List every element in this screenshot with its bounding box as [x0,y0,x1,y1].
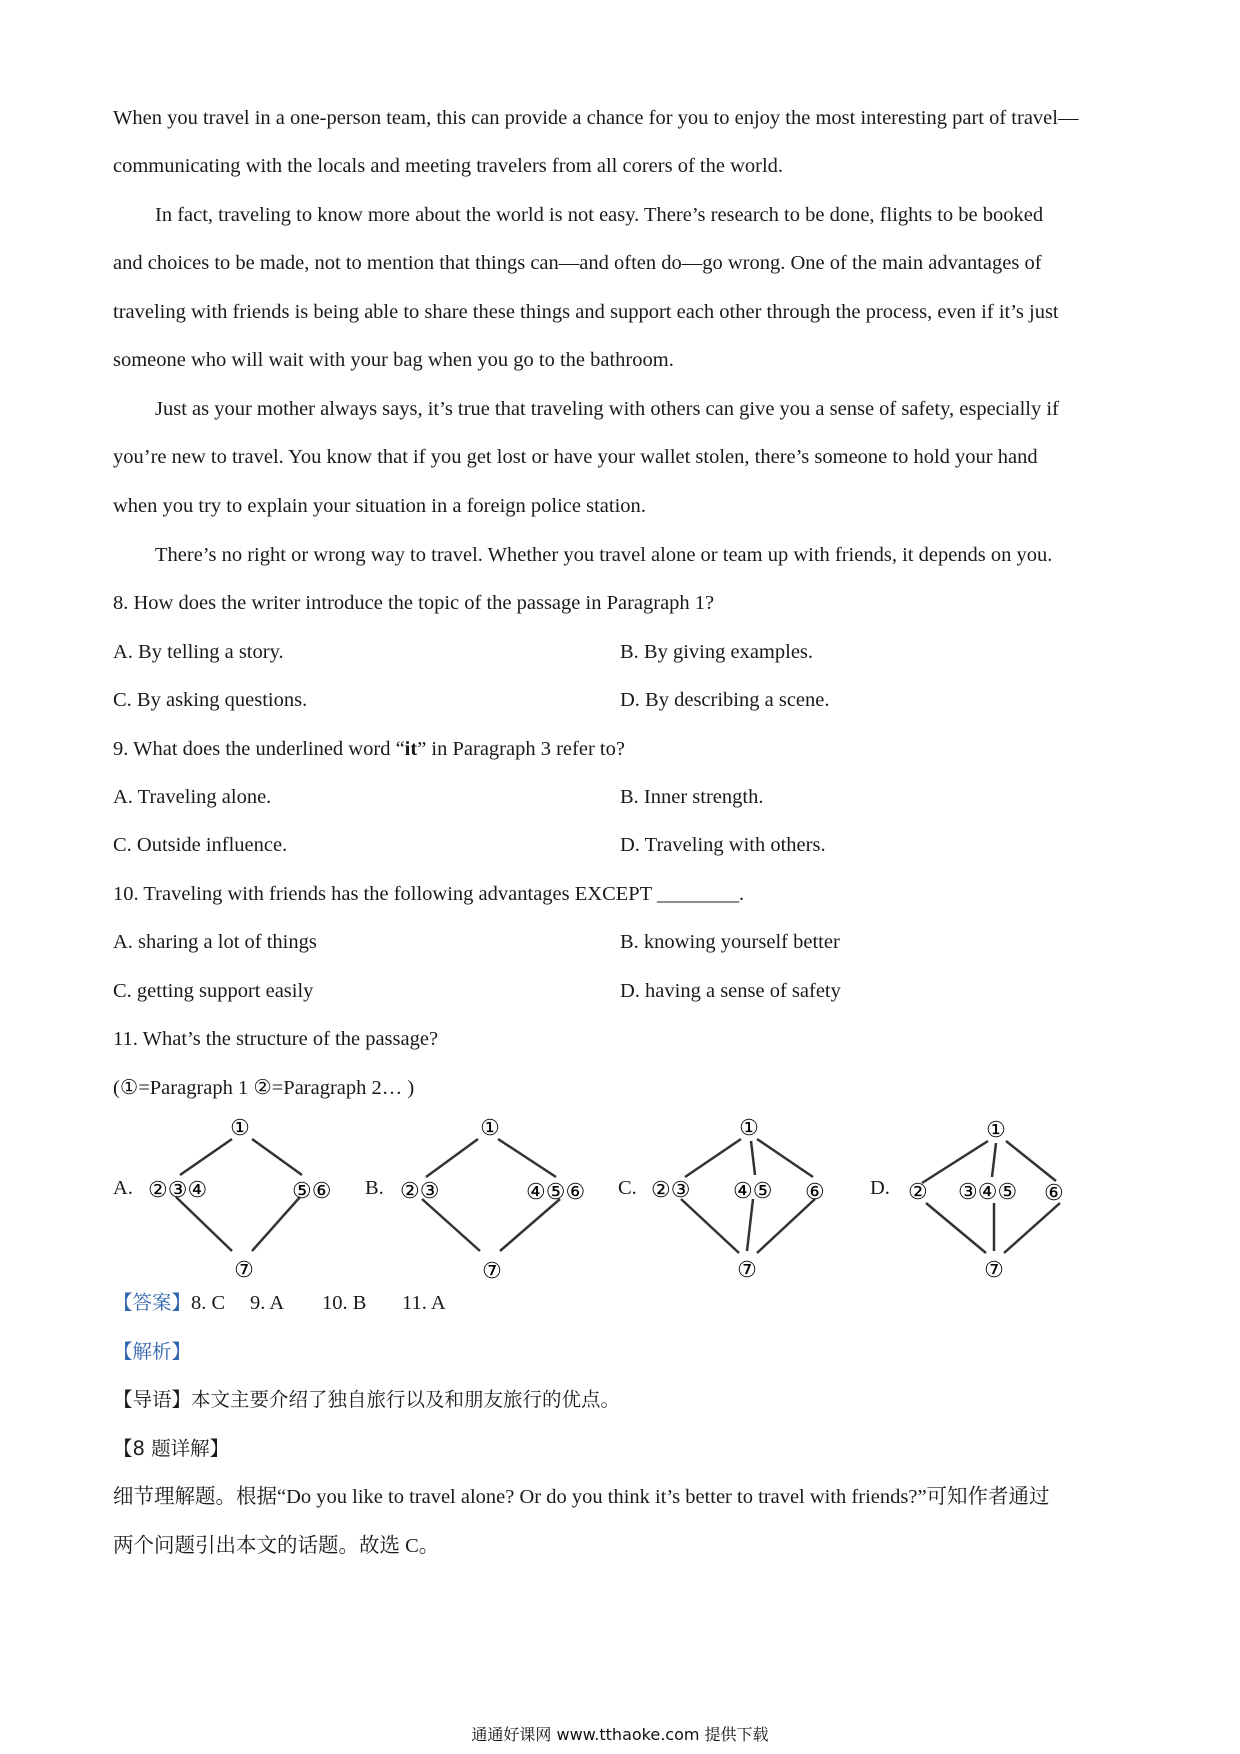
q9-option-a: A. Traveling alone. [113,786,272,808]
intro-label: 【导语】 [113,1388,192,1411]
diagram-d-top-node: ① [986,1117,1006,1142]
diagram-c-left-node: ②③ [651,1177,691,1202]
q9-option-d: D. Traveling with others. [620,834,826,856]
diagram-a-left-node: ②③④ [148,1177,208,1202]
diagram-d-left-node: ② [908,1179,928,1204]
analysis-label: 【解析】 [113,1340,192,1363]
answer-item: 11. A [402,1292,446,1314]
diagram-c-middle-node: ④⑤ [733,1178,773,1203]
q9-stem-underlined-word: it [404,738,418,760]
question-11-legend: (①=Paragraph 1 ②=Paragraph 2… ) [113,1077,415,1099]
answer-item: 8. C [191,1292,226,1314]
question-10-stem: 10. Traveling with friends has the following advantages EXCEPT ________. [113,883,745,905]
diagram-b-right-node: ④⑤⑥ [526,1179,586,1204]
diagram-c-letter: C. [618,1177,637,1199]
q8-detail-label: 【8 题详解】 [113,1437,230,1460]
answer-item: 9. A [250,1292,285,1314]
diagram-d-right-node: ⑥ [1044,1180,1064,1205]
diagram-b-top-node: ① [480,1115,500,1140]
q10-option-c: C. getting support easily [113,980,314,1002]
q8-option-a: A. By telling a story. [113,641,284,663]
diagram-a-letter: A. [113,1177,133,1199]
passage-line: There’s no right or wrong way to travel. Whether you travel alone or team up with friends, it depends on you. [155,544,1053,566]
diagram-d-bottom-node: ⑦ [984,1257,1004,1282]
diagram-a-top-node: ① [230,1115,250,1140]
structure-diagram-d [896,1115,1106,1285]
q8-option-b: B. By giving examples. [620,641,814,663]
diagram-c-bottom-node: ⑦ [737,1257,757,1282]
q9-stem-before: 9. What does the underlined word “ [113,738,405,760]
q8-detail-line: 细节理解题。根据“Do you like to travel alone? Or do you think it’s better to travel with friends?”可知作者通过 [113,1486,1050,1508]
passage-line: communicating with the locals and meeting travelers from all corers of the world. [113,155,784,177]
passage-line: In fact, traveling to know more about the world is not easy. There’s research to be done, flights to be booked [155,204,1044,226]
intro-text: 本文主要介绍了独自旅行以及和朋友旅行的优点。 [191,1388,621,1411]
passage-line: and choices to be made, not to mention that things can—and often do—go wrong. One of the main advantages of [113,252,1042,274]
structure-diagram-a [140,1115,350,1285]
diagram-c-right-node: ⑥ [805,1179,825,1204]
diagram-b-bottom-node: ⑦ [482,1258,502,1283]
diagram-c-top-node: ① [739,1115,759,1140]
q8-option-c: C. By asking questions. [113,689,308,711]
passage-line: when you try to explain your situation in a foreign police station. [113,495,646,517]
question-8-stem: 8. How does the writer introduce the topic of the passage in Paragraph 1? [113,592,715,614]
diagram-d-middle-node: ③④⑤ [958,1179,1018,1204]
diagram-d-letter: D. [870,1177,890,1199]
q9-option-b: B. Inner strength. [620,786,764,808]
answer-line [113,1290,1133,1316]
intro-line [113,1387,1133,1413]
page-footer: 通通好课网 www.tthaoke.com 提供下载 [471,1725,769,1744]
structure-diagram-c [645,1115,855,1285]
passage-line: Just as your mother always says, it’s true that traveling with others can give you a sense of safety, especially if [155,398,1059,420]
q10-option-d: D. having a sense of safety [620,980,841,1002]
q9-stem-after: ” in Paragraph 3 refer to? [417,738,625,760]
structure-diagram-b [392,1115,602,1285]
diagram-a-bottom-node: ⑦ [234,1257,254,1282]
q10-option-b: B. knowing yourself better [620,931,840,953]
passage-line: traveling with friends is being able to share these things and support each other through the process, even if it’s just [113,301,1059,323]
q9-option-c: C. Outside influence. [113,834,288,856]
question-9-stem [113,736,1133,762]
q8-detail-line: 两个问题引出本文的话题。故选 C。 [113,1535,440,1557]
question-11-stem: 11. What’s the structure of the passage? [113,1028,439,1050]
q8-option-d: D. By describing a scene. [620,689,830,711]
diagram-b-left-node: ②③ [400,1178,440,1203]
passage-line: someone who will wait with your bag when you go to the bathroom. [113,349,674,371]
passage-line: you’re new to travel. You know that if you get lost or have your wallet stolen, there’s someone to hold your hand [113,446,1038,468]
passage-line: When you travel in a one-person team, this can provide a chance for you to enjoy the most interesting part of travel— [113,107,1079,129]
q10-option-a: A. sharing a lot of things [113,931,317,953]
diagram-a-right-node: ⑤⑥ [292,1178,332,1203]
diagram-b-letter: B. [365,1177,384,1199]
answer-label: 【答案】 [113,1291,192,1314]
answer-item: 10. B [322,1292,367,1314]
